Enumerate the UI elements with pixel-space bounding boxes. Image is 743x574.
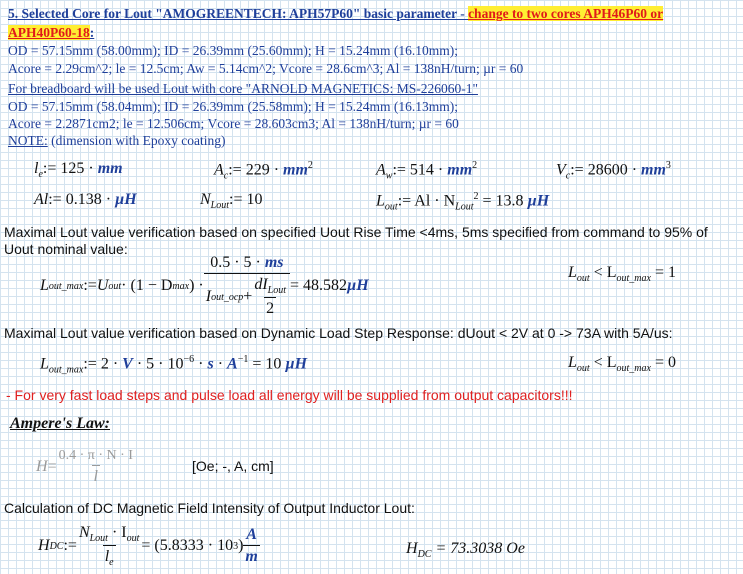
aw-exponent: 2	[472, 160, 478, 171]
rise-lhs-subscript: out_max	[48, 280, 84, 292]
lout-unit: µH	[527, 192, 550, 210]
le-value: := 125 ·	[42, 160, 98, 177]
n-symbol: N	[200, 191, 211, 208]
n-lout-definition	[200, 191, 262, 211]
ac-subscript: c	[223, 170, 229, 182]
ac-symbol: A	[214, 161, 224, 179]
le-definition	[34, 160, 123, 180]
breadboard-parameters: Acore = 2.2871cm2; le = 12.506cm; Vcore = 28.603cm3; Al = 138nH/turn; µr = 60	[8, 116, 459, 131]
dc-assign: :=	[63, 537, 77, 555]
rise-numerator: 0.5 · 5 ·	[210, 254, 265, 271]
aw-subscript: w	[385, 170, 393, 182]
ampere-h: H	[36, 458, 48, 475]
vc-symbol: V	[556, 161, 566, 179]
load-dot: ·	[213, 355, 228, 373]
lout-formula-exponent: 2	[473, 191, 479, 202]
dc-lhs-subscript: DC	[49, 540, 64, 552]
section-title-prefix: 5. Selected Core for Lout "AMOGREENTECH: APH57P60" basic parameter -	[8, 6, 469, 21]
core-change-highlight: change to two cores APH46P60 or	[468, 6, 664, 21]
al-value: := 0.138 ·	[48, 191, 116, 208]
dc-field-equation	[38, 524, 260, 568]
load-comparison	[568, 354, 676, 374]
rise-result: = 48.582	[289, 277, 348, 295]
dc-num-n: N	[78, 524, 90, 541]
load-lhs: L	[40, 355, 49, 373]
rise-assign: :=	[83, 277, 97, 295]
dc-result-h: H	[406, 540, 418, 557]
dc-denominator-subscript: e	[109, 557, 114, 569]
warning-text: - For very fast load steps and pulse load all energy will be supplied from output capacitors!!!	[6, 387, 573, 403]
load-result: = 10	[248, 355, 286, 373]
load-lhs-subscript: out_max	[48, 364, 84, 376]
al-unit: µH	[115, 191, 137, 208]
al-symbol: Al	[34, 191, 49, 208]
vc-definition	[556, 160, 671, 182]
dc-exponent: 3	[233, 540, 239, 552]
rise-cmp-l: L	[568, 264, 577, 281]
ampere-numerator: 0.4 · π · N · I	[58, 448, 133, 463]
load-expr: := 2 ·	[83, 355, 123, 373]
lout-formula: := Al · N	[397, 192, 456, 210]
dc-equals: = (5.8333 · 10	[141, 537, 234, 555]
dc-result-subscript: DC	[417, 549, 432, 561]
rise-inner-fraction	[252, 276, 288, 318]
amperes-law-equation	[36, 448, 135, 486]
dc-num-n-subscript: Lout	[89, 533, 108, 545]
load-step-text: Maximal Lout value verification based on Dynamic Load Step Response: dUout < 2V at 0 -> 73A with 5A/us:	[4, 325, 673, 341]
rise-lhs: L	[40, 277, 49, 295]
breadboard-dimensions: OD = 57.15mm (58.04mm); ID = 26.39mm (25.58mm); H = 15.24mm (16.13mm);	[8, 99, 458, 114]
load-a-unit: A	[227, 355, 238, 373]
ac-value: := 229 ·	[228, 161, 284, 179]
rise-time-text-1: Maximal Lout value verification based on specified Uout Rise Time <4ms, 5ms specified from command to 95% of	[4, 224, 708, 240]
n-subscript: Lout	[210, 200, 230, 212]
rise-comparison	[568, 264, 676, 284]
load-cmp-result: = 0	[650, 354, 676, 371]
load-exponent: −6	[183, 354, 195, 365]
ampere-fraction	[57, 448, 135, 486]
aw-symbol: A	[376, 161, 386, 179]
load-s-unit: s	[207, 355, 214, 373]
dc-result-value: = 73.3038 Oe	[431, 540, 525, 557]
le-unit: mm	[97, 160, 123, 177]
n-value: := 10	[229, 191, 263, 208]
rise-d-subscript: max	[172, 280, 190, 292]
load-cmp-lt: < L	[589, 354, 617, 371]
rise-u: U	[96, 277, 109, 295]
rise-numerator-unit: ms	[264, 254, 284, 271]
core-parameters: Acore = 2.29cm^2; le = 12.5cm; Aw = 5.14cm^2; Vcore = 28.6cm^3; Al = 138nH/turn; µr = 60	[8, 61, 524, 76]
rise-den-i-subscript: out_ocp	[211, 291, 244, 303]
rise-den-plus: +	[243, 288, 253, 306]
dc-close: )	[238, 537, 244, 555]
aw-definition	[376, 160, 477, 182]
load-a-exponent: −1	[237, 354, 249, 365]
rise-inner-numerator: dI	[254, 276, 268, 293]
rise-cmp-l-subscript: out	[576, 273, 590, 285]
lout-definition	[376, 191, 549, 213]
ampere-units: [Oe; -, A, cm]	[192, 458, 274, 474]
aw-value: := 514 ·	[392, 161, 448, 179]
core-dimensions: OD = 57.15mm (58.00mm); ID = 26.39mm (25.60mm); H = 15.24mm (16.10mm);	[8, 43, 458, 58]
rise-mid: · (1 − D	[121, 277, 173, 295]
dc-num-i-subscript: out	[126, 533, 140, 545]
rise-time-text-2: Uout nominal value:	[4, 241, 128, 257]
load-cmp-r-subscript: out_max	[616, 363, 651, 375]
rise-fraction	[204, 254, 290, 318]
section-title	[8, 6, 663, 22]
rise-inner-numerator-subscript: Lout	[267, 285, 286, 297]
section-title-line2	[8, 25, 94, 41]
ampere-denominator: l	[92, 465, 100, 486]
le-subscript: e	[38, 169, 43, 181]
vc-subscript: c	[565, 170, 571, 182]
note-line	[8, 133, 225, 149]
dc-result	[406, 540, 525, 560]
lout-result: = 13.8	[478, 192, 528, 210]
dc-unit-fraction	[243, 526, 259, 566]
vc-unit: mm	[641, 161, 666, 179]
load-result-unit: µH	[285, 355, 308, 373]
le-symbol: l	[34, 160, 39, 177]
load-v-unit: V	[122, 355, 133, 373]
rise-cmp-lt: < L	[589, 264, 617, 281]
dc-fraction	[77, 524, 141, 568]
dc-lhs: H	[38, 537, 50, 555]
dc-denominator: l	[104, 548, 110, 566]
dc-num-i: · I	[107, 524, 127, 541]
dc-unit-numerator: A	[246, 526, 257, 544]
core-change-highlight-2: APH40P60-18	[8, 25, 90, 40]
ac-exponent: 2	[307, 160, 313, 171]
lout-subscript: out	[384, 201, 398, 213]
rise-close: ) ·	[189, 277, 204, 295]
rise-den-i: I	[205, 288, 212, 306]
note-label: NOTE:	[8, 133, 48, 148]
breadboard-core-line: For breadboard will be used Lout with core "ARNOLD MAGNETICS: MS-226060-1"	[8, 81, 478, 96]
load-cmp-l: L	[568, 354, 577, 371]
dc-unit-denominator: m	[243, 545, 259, 566]
ac-definition	[214, 160, 313, 182]
rise-result-unit: µH	[347, 277, 369, 295]
lout-formula-subscript: Lout	[455, 201, 474, 213]
vc-value: := 28600 ·	[570, 161, 642, 179]
ac-unit: mm	[283, 161, 308, 179]
title-colon: :	[89, 25, 95, 40]
rise-inner-denominator: 2	[264, 297, 276, 318]
load-cmp-l-subscript: out	[576, 363, 590, 375]
load-step-equation	[40, 354, 307, 376]
rise-time-equation	[40, 254, 369, 318]
rise-cmp-result: = 1	[650, 264, 676, 281]
rise-cmp-r-subscript: out_max	[616, 273, 651, 285]
vc-exponent: 3	[665, 160, 671, 171]
aw-unit: mm	[447, 161, 473, 179]
ampere-assign: =	[47, 458, 57, 475]
note-text: (dimension with Epoxy coating)	[47, 133, 226, 148]
amperes-law-title: Ampere's Law:	[10, 415, 110, 432]
al-definition	[34, 191, 137, 209]
rise-u-subscript: out	[108, 280, 122, 292]
lout-symbol: L	[376, 192, 385, 210]
load-expr2: · 5 · 10	[132, 355, 184, 373]
dc-field-text: Calculation of DC Magnetic Field Intensity of Output Inductor Lout:	[4, 500, 415, 516]
load-expr3: ·	[194, 355, 208, 373]
